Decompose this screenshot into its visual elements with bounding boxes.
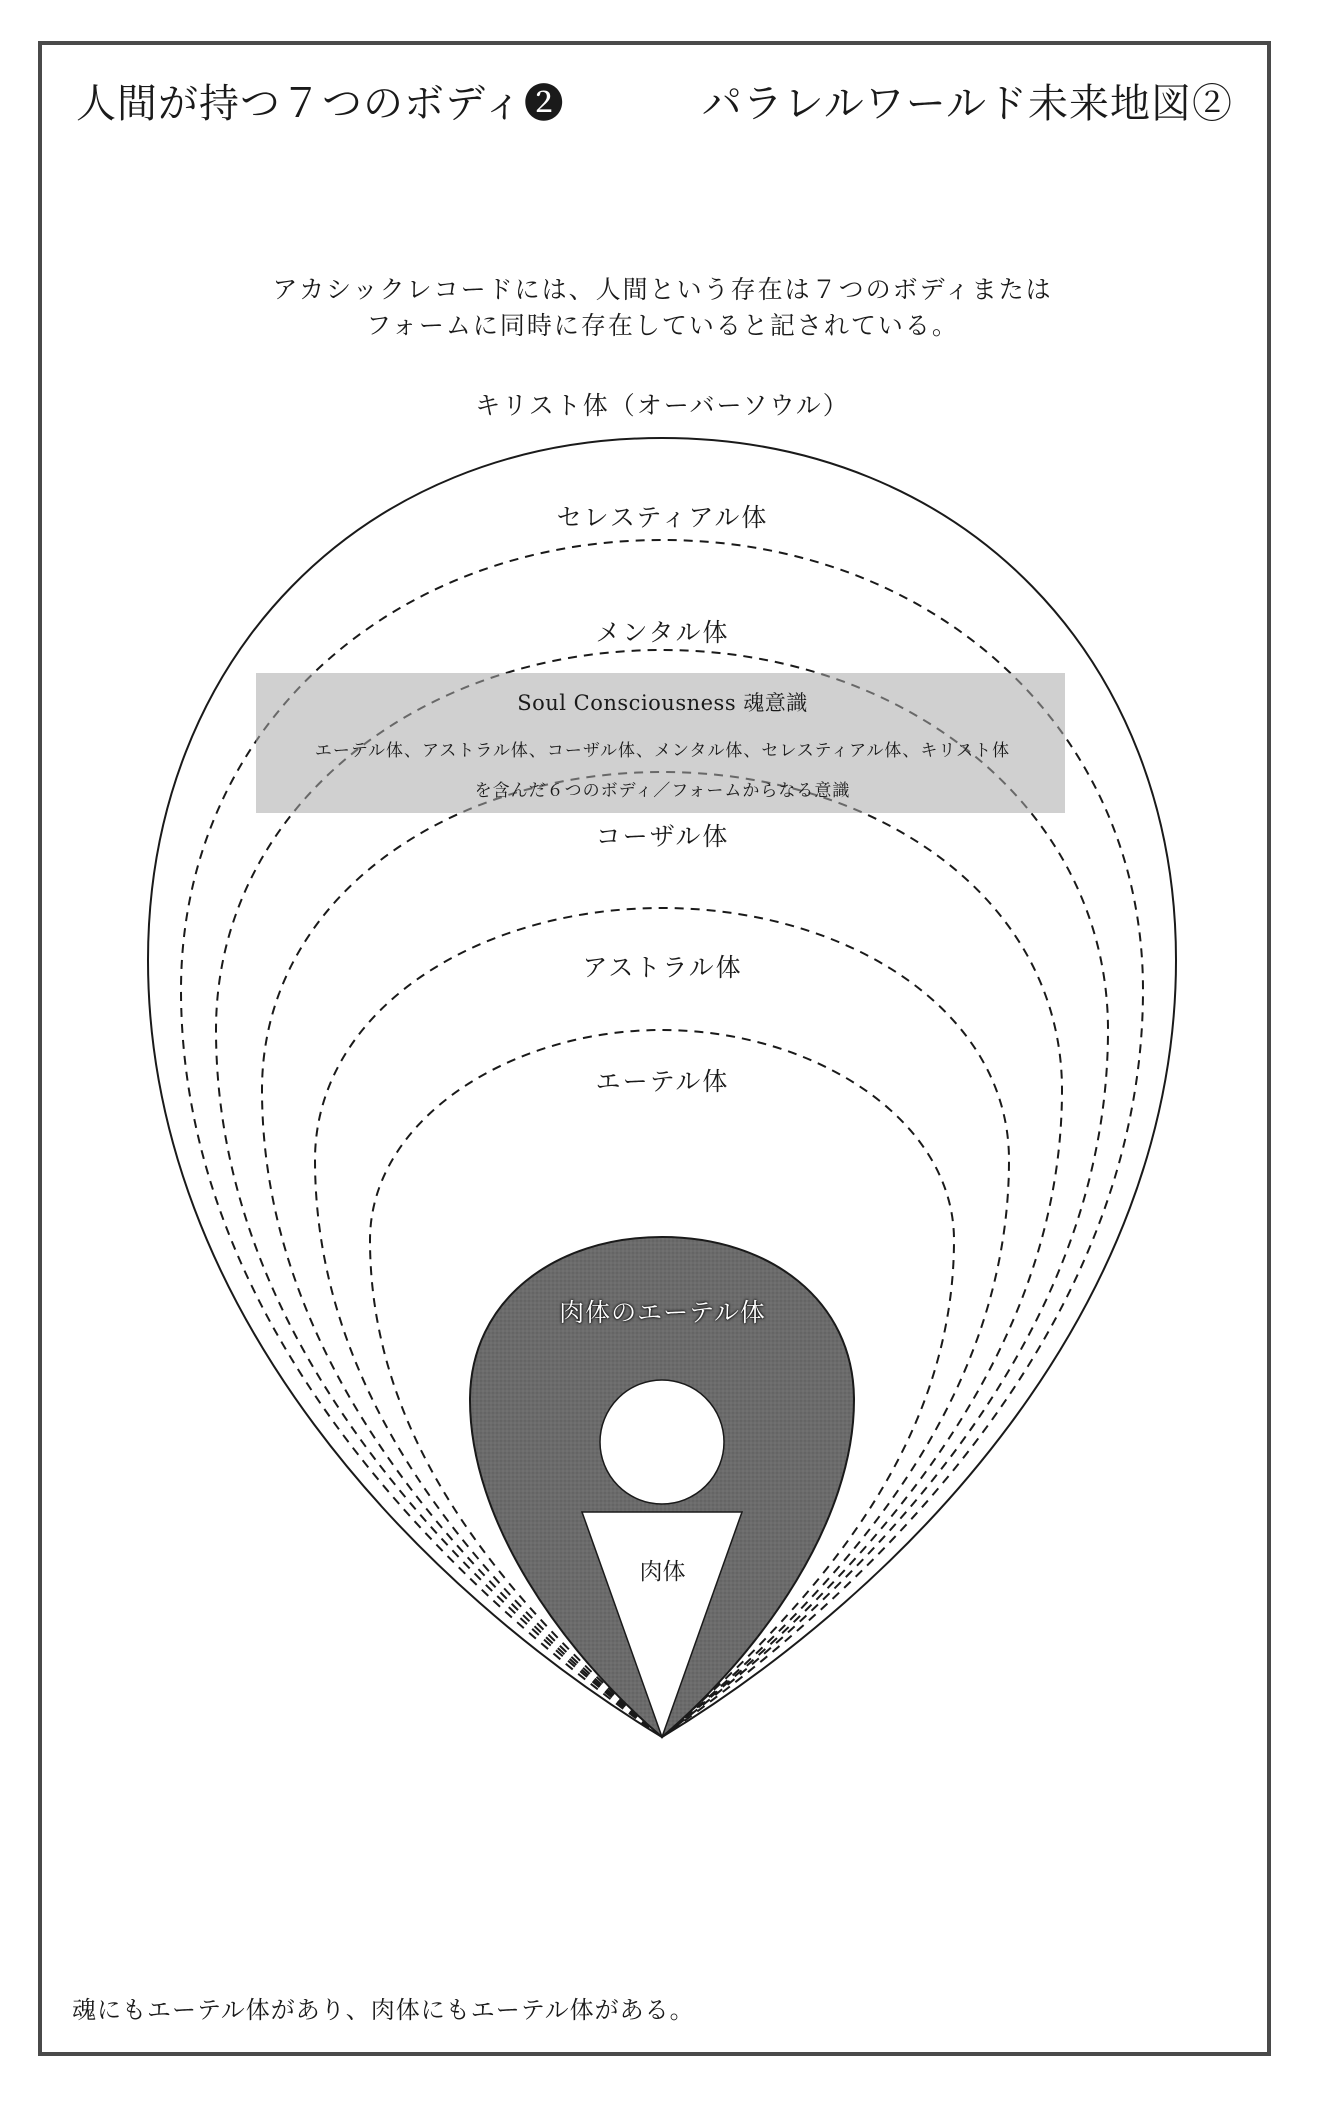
celestial-body-label: セレスティアル体 [556,503,769,532]
page-title-right: パラレルワールド未来地図② [701,81,1233,127]
intro-line-2: フォームに同時に存在していると記されている。 [366,311,959,340]
astral-body-label: アストラル体 [582,953,743,982]
soul-consciousness-line-1: エーテル体、アストラル体、コーザル体、メンタル体、セレスティアル体、キリスト体 [314,741,1011,761]
christ-body-label: キリスト体（オーバーソウル） [475,391,850,420]
mental-body-label: メンタル体 [595,618,730,647]
physical-body-label: 肉体 [639,1559,686,1585]
causal-body-label: コーザル体 [595,822,730,851]
footer-note: 魂にもエーテル体があり、肉体にもエーテル体がある。 [72,1996,695,2024]
intro-line-1: アカシックレコードには、人間という存在は７つのボディまたは [272,275,1053,304]
soul-consciousness-line-2: を含んだ６つのボディ／フォームからなる意識 [474,781,851,801]
page-title-left: 人間が持つ７つのボディ❷ [76,81,565,127]
soul-consciousness-title: Soul Consciousness 魂意識 [517,691,808,715]
physical-etheric-body-label: 肉体のエーテル体 [559,1298,766,1327]
etheric-body-label: エーテル体 [595,1067,730,1096]
physical-head-circle [600,1380,724,1504]
